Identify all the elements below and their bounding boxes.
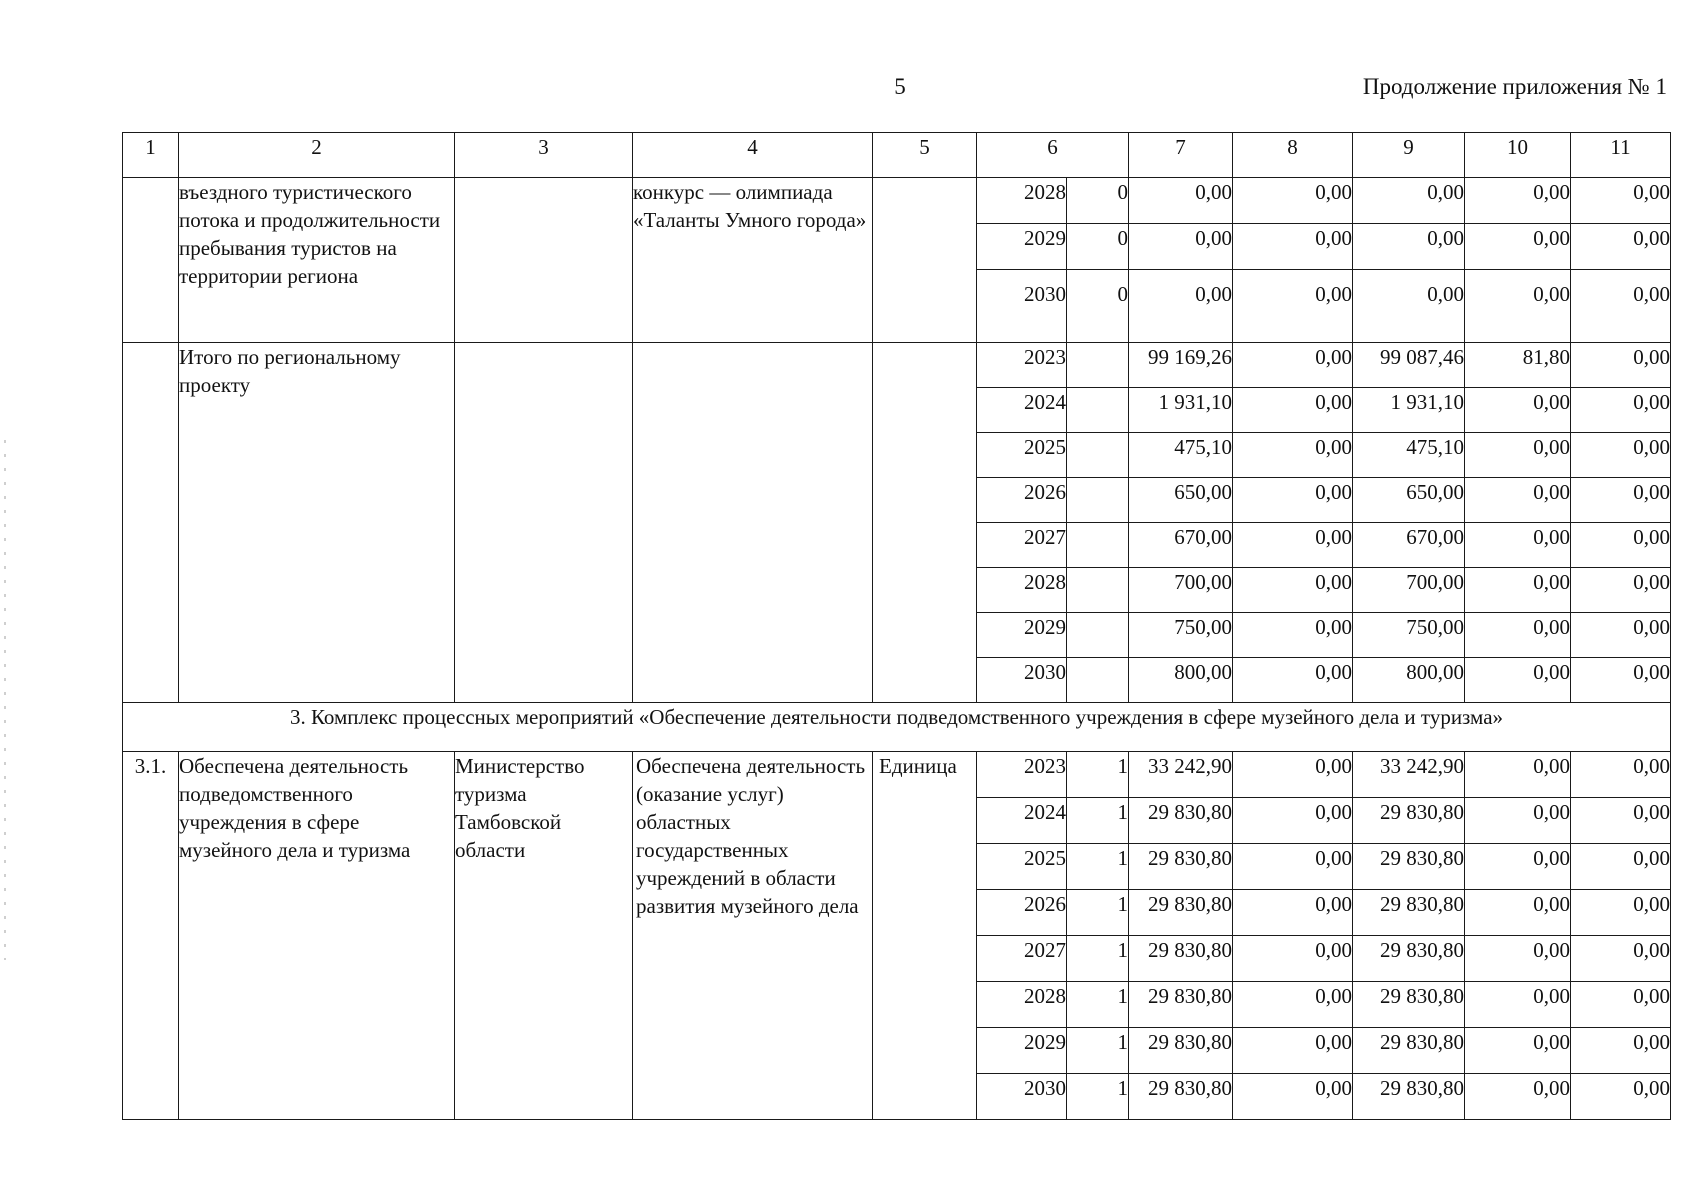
count-cell	[1067, 388, 1129, 433]
regional-cell: 29 830,80	[1353, 798, 1465, 844]
local-cell: 0,00	[1465, 658, 1571, 703]
count-cell: 1	[1067, 936, 1129, 982]
federal-cell: 0,00	[1233, 658, 1353, 703]
regional-cell: 670,00	[1353, 523, 1465, 568]
year-cell: 2030	[977, 1074, 1067, 1120]
federal-cell: 0,00	[1233, 752, 1353, 798]
local-cell: 0,00	[1465, 798, 1571, 844]
year-cell: 2030	[977, 658, 1067, 703]
total-cell: 650,00	[1129, 478, 1233, 523]
regional-cell: 475,10	[1353, 433, 1465, 478]
column-header: 3	[455, 133, 633, 178]
total-cell: 0,00	[1129, 178, 1233, 224]
row-number-cell: 3.1.	[123, 752, 179, 1120]
year-cell: 2026	[977, 478, 1067, 523]
column-header: 5	[873, 133, 977, 178]
regional-cell: 29 830,80	[1353, 844, 1465, 890]
total-cell: 750,00	[1129, 613, 1233, 658]
regional-cell: 29 830,80	[1353, 890, 1465, 936]
result-name-cell: Обеспечена деятельность подведомственного учреждения в сфере музейного дела и туризма	[179, 752, 455, 1120]
other-cell: 0,00	[1571, 844, 1671, 890]
year-cell: 2029	[977, 1028, 1067, 1074]
local-cell: 0,00	[1465, 388, 1571, 433]
federal-cell: 0,00	[1233, 523, 1353, 568]
row-number-cell	[123, 178, 179, 343]
count-cell	[1067, 523, 1129, 568]
local-cell: 0,00	[1465, 1074, 1571, 1120]
count-cell: 0	[1067, 224, 1129, 270]
column-number-row	[123, 133, 1671, 178]
federal-cell: 0,00	[1233, 613, 1353, 658]
column-header: 4	[633, 133, 873, 178]
unit-cell: Единица	[873, 752, 977, 1120]
count-cell: 1	[1067, 752, 1129, 798]
table-row	[123, 178, 1671, 224]
result-name-cell: въездного туристического потока и продолжительности пребывания туристов на территории региона	[179, 178, 455, 343]
federal-cell: 0,00	[1233, 178, 1353, 224]
count-cell: 0	[1067, 178, 1129, 224]
total-cell: 29 830,80	[1129, 1028, 1233, 1074]
count-cell	[1067, 478, 1129, 523]
year-cell: 2028	[977, 982, 1067, 1028]
total-cell: 475,10	[1129, 433, 1233, 478]
count-cell: 0	[1067, 270, 1129, 343]
other-cell: 0,00	[1571, 613, 1671, 658]
regional-cell: 29 830,80	[1353, 1074, 1465, 1120]
activity-cell: конкурс — олимпиада «Таланты Умного города»	[633, 178, 873, 343]
regional-cell: 33 242,90	[1353, 752, 1465, 798]
year-cell: 2029	[977, 224, 1067, 270]
year-cell: 2023	[977, 343, 1067, 388]
scan-margin-artifact	[4, 440, 6, 960]
other-cell: 0,00	[1571, 1074, 1671, 1120]
local-cell: 0,00	[1465, 844, 1571, 890]
other-cell: 0,00	[1571, 343, 1671, 388]
total-cell: 700,00	[1129, 568, 1233, 613]
regional-cell: 650,00	[1353, 478, 1465, 523]
total-cell: 29 830,80	[1129, 1074, 1233, 1120]
financing-table	[122, 132, 1671, 1120]
other-cell: 0,00	[1571, 388, 1671, 433]
column-header: 6	[977, 133, 1129, 178]
total-cell: 99 169,26	[1129, 343, 1233, 388]
local-cell: 0,00	[1465, 613, 1571, 658]
count-cell: 1	[1067, 982, 1129, 1028]
federal-cell: 0,00	[1233, 224, 1353, 270]
federal-cell: 0,00	[1233, 270, 1353, 343]
result-name-cell: Итого по региональному проекту	[179, 343, 455, 703]
year-cell: 2024	[977, 388, 1067, 433]
local-cell: 0,00	[1465, 1028, 1571, 1074]
regional-cell: 750,00	[1353, 613, 1465, 658]
regional-cell: 0,00	[1353, 224, 1465, 270]
year-cell: 2026	[977, 890, 1067, 936]
federal-cell: 0,00	[1233, 568, 1353, 613]
local-cell: 0,00	[1465, 936, 1571, 982]
federal-cell: 0,00	[1233, 936, 1353, 982]
local-cell: 81,80	[1465, 343, 1571, 388]
local-cell: 0,00	[1465, 890, 1571, 936]
year-cell: 2024	[977, 798, 1067, 844]
column-header: 11	[1571, 133, 1671, 178]
responsible-cell	[455, 343, 633, 703]
federal-cell: 0,00	[1233, 388, 1353, 433]
federal-cell: 0,00	[1233, 1074, 1353, 1120]
local-cell: 0,00	[1465, 224, 1571, 270]
count-cell	[1067, 343, 1129, 388]
federal-cell: 0,00	[1233, 433, 1353, 478]
regional-cell: 29 830,80	[1353, 982, 1465, 1028]
year-cell: 2027	[977, 936, 1067, 982]
section-heading-row	[123, 703, 1671, 752]
other-cell: 0,00	[1571, 433, 1671, 478]
year-cell: 2023	[977, 752, 1067, 798]
local-cell: 0,00	[1465, 178, 1571, 224]
count-cell: 1	[1067, 1074, 1129, 1120]
unit-cell	[873, 178, 977, 343]
federal-cell: 0,00	[1233, 844, 1353, 890]
local-cell: 0,00	[1465, 270, 1571, 343]
count-cell	[1067, 658, 1129, 703]
table-row	[123, 343, 1671, 388]
count-cell: 1	[1067, 1028, 1129, 1074]
column-header: 10	[1465, 133, 1571, 178]
activity-cell	[633, 343, 873, 703]
year-cell: 2028	[977, 568, 1067, 613]
other-cell: 0,00	[1571, 752, 1671, 798]
local-cell: 0,00	[1465, 752, 1571, 798]
count-cell	[1067, 613, 1129, 658]
unit-cell	[873, 343, 977, 703]
local-cell: 0,00	[1465, 433, 1571, 478]
other-cell: 0,00	[1571, 798, 1671, 844]
other-cell: 0,00	[1571, 982, 1671, 1028]
section-title: 3. Комплекс процессных мероприятий «Обеспечение деятельности подведомственного учреждения в сфере музейного дела и туризма»	[123, 703, 1671, 752]
local-cell: 0,00	[1465, 982, 1571, 1028]
year-cell: 2025	[977, 844, 1067, 890]
other-cell: 0,00	[1571, 890, 1671, 936]
local-cell: 0,00	[1465, 478, 1571, 523]
total-cell: 800,00	[1129, 658, 1233, 703]
column-header: 1	[123, 133, 179, 178]
federal-cell: 0,00	[1233, 798, 1353, 844]
other-cell: 0,00	[1571, 658, 1671, 703]
other-cell: 0,00	[1571, 270, 1671, 343]
count-cell: 1	[1067, 890, 1129, 936]
regional-cell: 800,00	[1353, 658, 1465, 703]
column-header: 7	[1129, 133, 1233, 178]
total-cell: 29 830,80	[1129, 798, 1233, 844]
federal-cell: 0,00	[1233, 343, 1353, 388]
count-cell: 1	[1067, 798, 1129, 844]
regional-cell: 0,00	[1353, 270, 1465, 343]
regional-cell: 99 087,46	[1353, 343, 1465, 388]
count-cell	[1067, 568, 1129, 613]
responsible-cell	[455, 178, 633, 343]
year-cell: 2029	[977, 613, 1067, 658]
column-header: 9	[1353, 133, 1465, 178]
local-cell: 0,00	[1465, 568, 1571, 613]
total-cell: 29 830,80	[1129, 936, 1233, 982]
other-cell: 0,00	[1571, 1028, 1671, 1074]
total-cell: 29 830,80	[1129, 982, 1233, 1028]
total-cell: 33 242,90	[1129, 752, 1233, 798]
column-header: 2	[179, 133, 455, 178]
year-cell: 2030	[977, 270, 1067, 343]
page-number: 5	[894, 74, 906, 99]
activity-cell: Обеспечена деятельность (оказание услуг) областных государственных учреждений в области развития музейного дела	[633, 752, 873, 1120]
total-cell: 670,00	[1129, 523, 1233, 568]
federal-cell: 0,00	[1233, 982, 1353, 1028]
year-cell: 2025	[977, 433, 1067, 478]
total-cell: 29 830,80	[1129, 890, 1233, 936]
regional-cell: 700,00	[1353, 568, 1465, 613]
other-cell: 0,00	[1571, 478, 1671, 523]
row-number-cell	[123, 343, 179, 703]
total-cell: 29 830,80	[1129, 844, 1233, 890]
federal-cell: 0,00	[1233, 478, 1353, 523]
other-cell: 0,00	[1571, 523, 1671, 568]
year-cell: 2027	[977, 523, 1067, 568]
local-cell: 0,00	[1465, 523, 1571, 568]
federal-cell: 0,00	[1233, 890, 1353, 936]
total-cell: 0,00	[1129, 270, 1233, 343]
column-header: 8	[1233, 133, 1353, 178]
other-cell: 0,00	[1571, 936, 1671, 982]
responsible-cell: Министерство туризма Тамбовской области	[455, 752, 633, 1120]
total-cell: 0,00	[1129, 224, 1233, 270]
regional-cell: 1 931,10	[1353, 388, 1465, 433]
total-cell: 1 931,10	[1129, 388, 1233, 433]
regional-cell: 29 830,80	[1353, 1028, 1465, 1074]
other-cell: 0,00	[1571, 224, 1671, 270]
count-cell	[1067, 433, 1129, 478]
count-cell: 1	[1067, 844, 1129, 890]
appendix-continuation-label: Продолжение приложения № 1	[1362, 74, 1667, 99]
other-cell: 0,00	[1571, 178, 1671, 224]
year-cell: 2028	[977, 178, 1067, 224]
regional-cell: 0,00	[1353, 178, 1465, 224]
table-row	[123, 752, 1671, 798]
other-cell: 0,00	[1571, 568, 1671, 613]
federal-cell: 0,00	[1233, 1028, 1353, 1074]
regional-cell: 29 830,80	[1353, 936, 1465, 982]
